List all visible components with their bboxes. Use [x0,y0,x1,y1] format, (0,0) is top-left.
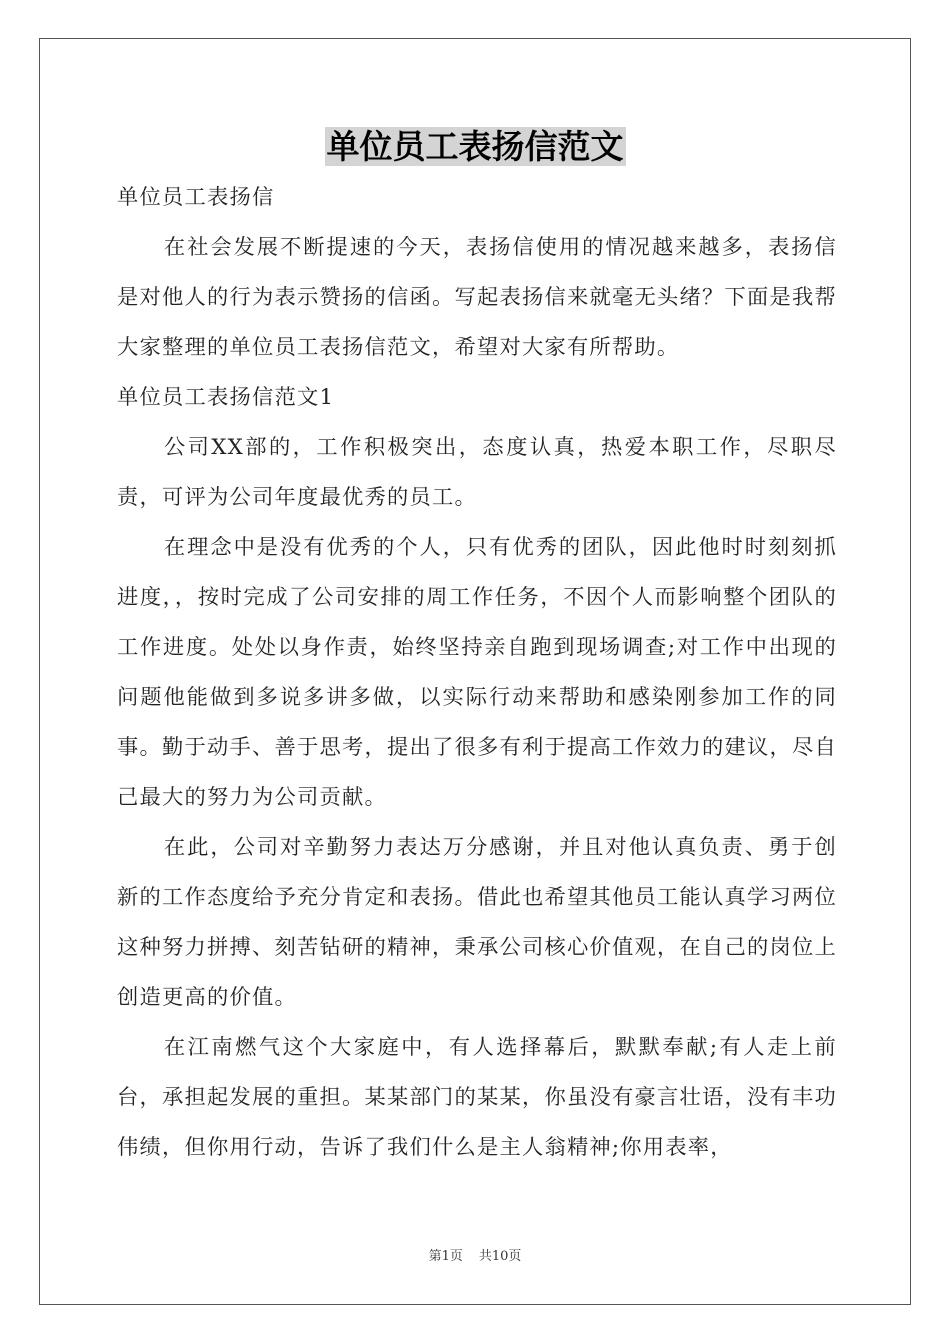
intro-paragraph: 在社会发展不断提速的今天，表扬信使用的情况越来越多，表扬信是对他人的行为表示赞扬的信函。写起表扬信来就毫无头绪？下面是我帮大家整理的单位员工表扬信范文，希望对大家有所帮助。 [117,235,837,360]
page-footer [0,1245,950,1264]
page-total: 共10页 [478,1249,522,1264]
document-body [117,173,837,1173]
page-number: 第1页 [428,1249,463,1264]
document-title: 单位员工表扬信范文 [326,127,624,166]
body-paragraph: 在江南燃气这个大家庭中，有人选择幕后，默默奉献;有人走上前台，承担起发展的重担。某某部门的某某，你虽没有豪言壮语，没有丰功伟绩，但你用行动，告诉了我们什么是主人翁精神;你用表率， [117,1035,837,1160]
body-paragraph: 公司XX部的，工作积极突出，态度认真，热爱本职工作，尽职尽责，可评为公司年度最优秀的员工。 [117,435,837,510]
document-subtitle: 单位员工表扬信 [117,185,275,210]
section-heading: 单位员工表扬信范文1 [117,385,335,410]
document-title-wrapper [0,122,950,172]
body-paragraph: 在理念中是没有优秀的个人，只有优秀的团队，因此他时时刻刻抓进度，，按时完成了公司安排的周工作任务，不因个人而影响整个团队的工作进度。处处以身作责，始终坚持亲自跑到现场调查;对工作中出现的问题他能做到多说多讲多做，以实际行动来帮助和感染刚参加工作的同事。勤于动手、善于思考，提出了很多有利于提高工作效力的建议，尽自己最大的努力为公司贡献。 [117,535,837,810]
body-paragraph: 在此，公司对辛勤努力表达万分感谢，并且对他认真负责、勇于创新的工作态度给予充分肯定和表扬。借此也希望其他员工能认真学习两位这种努力拼搏、刻苦钻研的精神，秉承公司核心价值观，在自己的岗位上创造更高的价值。 [117,835,837,1010]
